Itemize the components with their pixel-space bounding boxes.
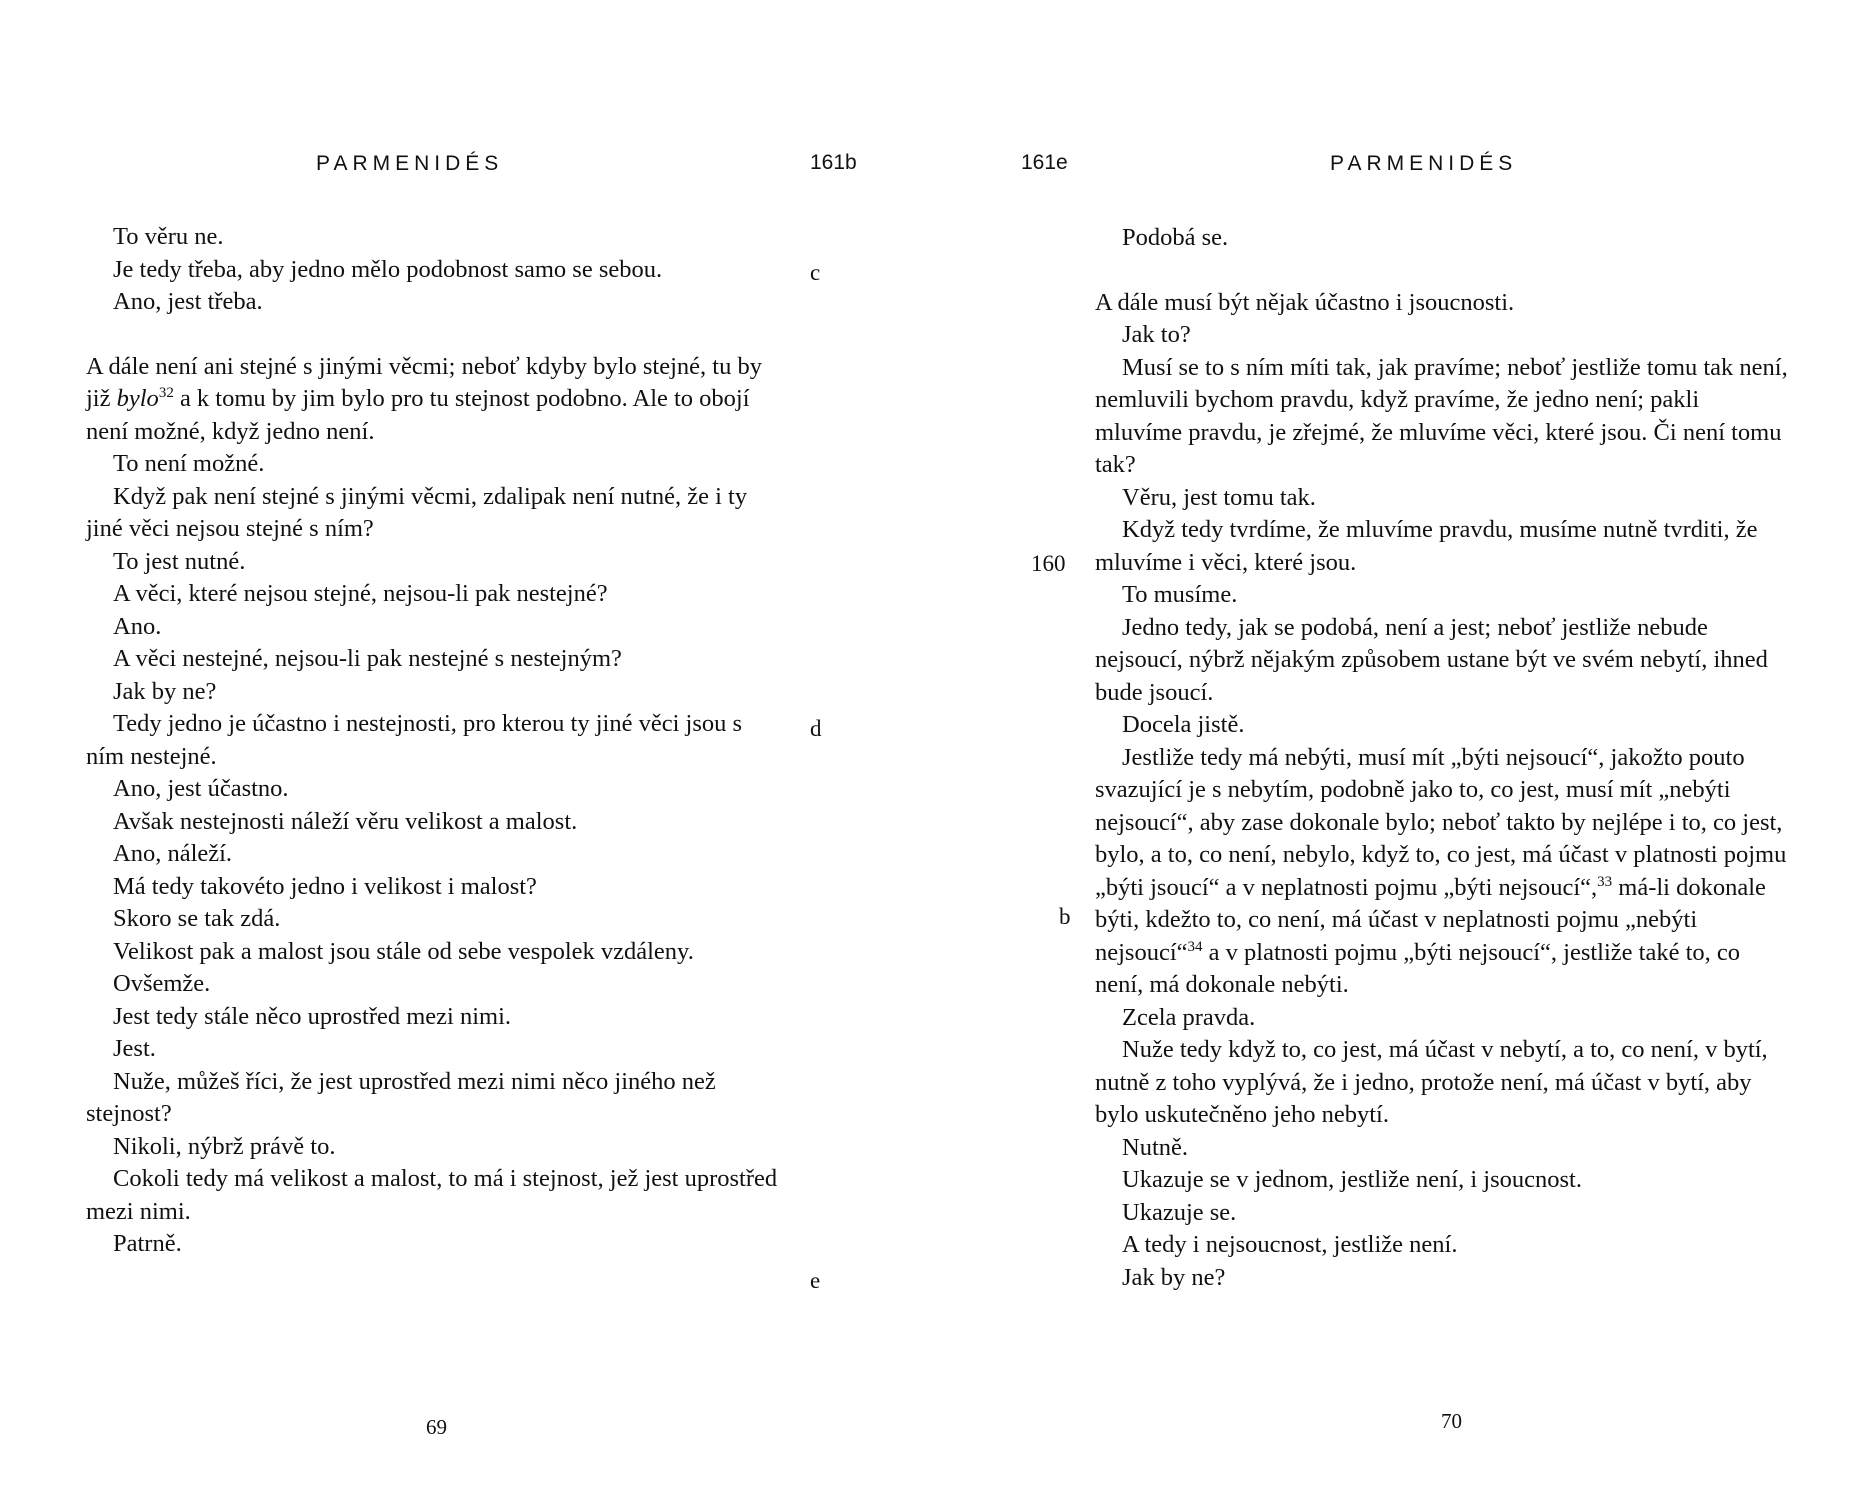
text-line: Podobá se. bbox=[1122, 224, 1229, 251]
text-line: Musí se to s ním míti tak, jak pravíme; neboť jestliže tomu tak není, nemluvili bychom pravdu, když pravíme, že jedno není; pakli mluvíme pravdu, je zřejmé, že mluvíme věci, které jsou. Či není tomu tak? bbox=[1095, 353, 1788, 478]
right-margin-marker-b: b bbox=[1059, 904, 1071, 929]
left-stephanus-ref: 161b bbox=[810, 151, 857, 174]
text-paragraph: A dále není ani stejné s jinými věcmi; neboť kdyby bylo stejné, tu by již bylo$^{32}$ a k tomu by jim bylo pro tu stejnost podobno. Ale to obojí není možné, když jedno není. bbox=[86, 352, 762, 445]
text-line: Zcela pravda. bbox=[1122, 1003, 1256, 1031]
text-line: Ano, náleží. bbox=[113, 840, 233, 867]
right-margin-line-160: 160 bbox=[1031, 551, 1066, 576]
text-line: Velikost pak a malost jsou stále od sebe vespolek vzdáleny. bbox=[113, 937, 694, 965]
text-line: A věci nestejné, nejsou-li pak nestejné s nestejným? bbox=[113, 645, 622, 672]
text-line: Cokoli tedy má velikost a malost, to má i stejnost, jež jest uprostřed mezi nimi. bbox=[86, 1165, 778, 1225]
text-line: A věci, které nejsou stejné, nejsou-li pak nestejné? bbox=[113, 580, 608, 607]
footnote-ref: 34 bbox=[1187, 938, 1203, 955]
text-line: Jak by ne? bbox=[1122, 1263, 1226, 1291]
text-line: Jedno tedy, jak se podobá, není a jest; neboť jestliže nebude nejsoucí, nýbrž nějakým způsobem ustane být ve svém nebytí, ihned bude jsoucí. bbox=[1095, 613, 1768, 706]
text-line: Jak by ne? bbox=[113, 677, 217, 705]
text-line: To musíme. bbox=[1122, 581, 1238, 608]
text-line: Jak to? bbox=[1122, 321, 1191, 348]
text-line: Ovšemže. bbox=[113, 970, 211, 997]
text-line: Tedy jedno je účastno i nestejnosti, pro kterou ty jiné věci jsou s ním nestejné. bbox=[86, 710, 743, 770]
text-line: To věru ne. bbox=[113, 223, 224, 250]
text-line: Má tedy takovéto jedno i velikost i malost? bbox=[113, 872, 537, 900]
text-paragraph: A dále musí být nějak účastno i jsoucnosti. bbox=[1095, 288, 1515, 316]
text-line: Ukazuje se. bbox=[1122, 1198, 1237, 1226]
text-line: Věru, jest tomu tak. bbox=[1122, 483, 1316, 511]
footnote-ref: 33 bbox=[1597, 873, 1613, 890]
text-line: Nikoli, nýbrž právě to. bbox=[113, 1132, 336, 1160]
text-line: Nuže tedy když to, co jest, má účast v nebytí, a to, co není, v bytí, nutně z toho vyplývá, že i jedno, protože není, má účast v bytí, aby bylo uskutečněno jeho nebytí. bbox=[1095, 1036, 1768, 1128]
text-line: Nutně. bbox=[1122, 1133, 1188, 1161]
left-margin-marker-d: d bbox=[810, 716, 822, 741]
text-line: Jest. bbox=[113, 1035, 156, 1062]
left-running-title: PARMENIDÉS bbox=[316, 152, 504, 175]
italic-word: bylo bbox=[116, 385, 159, 412]
text-line: Patrně. bbox=[113, 1230, 182, 1257]
text-line: Ukazuje se v jednom, jestliže není, i jsoucnost. bbox=[1122, 1166, 1582, 1193]
text-line: Ano. bbox=[113, 612, 162, 640]
text-line: Když tedy tvrdíme, že mluvíme pravdu, musíme nutně tvrditi, že mluvíme i věci, které jsou. bbox=[1095, 516, 1758, 576]
text-line: Ano, jest účastno. bbox=[113, 775, 289, 802]
left-text-body bbox=[86, 221, 781, 1261]
right-page-number: 70 bbox=[1441, 1409, 1462, 1433]
right-stephanus-ref: 161e bbox=[1021, 151, 1068, 174]
text-line: A tedy i nejsoucnost, jestliže není. bbox=[1122, 1231, 1458, 1258]
text-line: Když pak není stejné s jinými věcmi, zdalipak není nutné, že i ty jiné věci nejsou stejné s ním? bbox=[86, 482, 748, 542]
text-line: To není možné. bbox=[113, 450, 265, 477]
text-line: To jest nutné. bbox=[113, 547, 246, 575]
text-line: Ano, jest třeba. bbox=[113, 288, 263, 315]
right-running-title: PARMENIDÉS bbox=[1330, 152, 1518, 175]
text-line: Nuže, můžeš říci, že jest uprostřed mezi nimi něco jiného než stejnost? bbox=[86, 1067, 716, 1127]
text-line: Docela jistě. bbox=[1122, 711, 1245, 738]
left-margin-marker-c: c bbox=[810, 260, 821, 285]
text-line: Skoro se tak zdá. bbox=[113, 905, 281, 932]
left-page-number: 69 bbox=[426, 1415, 447, 1439]
text-line: Jest tedy stále něco uprostřed mezi nimi. bbox=[113, 1002, 512, 1030]
right-page bbox=[931, 0, 1862, 1501]
text-line: Avšak nestejnosti náleží věru velikost a malost. bbox=[113, 807, 578, 835]
text-paragraph: Jestliže tedy má nebýti, musí mít „býti nejsoucí“, jakožto pouto svazující je s nebytím, podobně jako to, co jest, musí mít „nebýti nejsoucí“, aby zase dokonale bylo; neboť takto by nejlépe i to, co jest, bylo, a to, co není, nebylo, když to, co jest, má účast v platnosti pojmu „býti jsoucí“ a v neplatnosti pojmu „býti nejsoucí“,$^{33}$ má-li dokonale býti, kdežto to, co není, má účast v neplatnosti pojmu „nebýti nejsoucí“$^{34}$ a v platnosti pojmu „býti nejsoucí“, jestliže také to, co není, má dokonale nebýti. bbox=[1095, 743, 1787, 998]
left-margin-marker-e: e bbox=[810, 1268, 821, 1293]
footnote-ref: 32 bbox=[158, 384, 174, 401]
right-text-body bbox=[1095, 222, 1790, 1294]
text-line: Je tedy třeba, aby jedno mělo podobnost samo se sebou. bbox=[113, 255, 663, 283]
